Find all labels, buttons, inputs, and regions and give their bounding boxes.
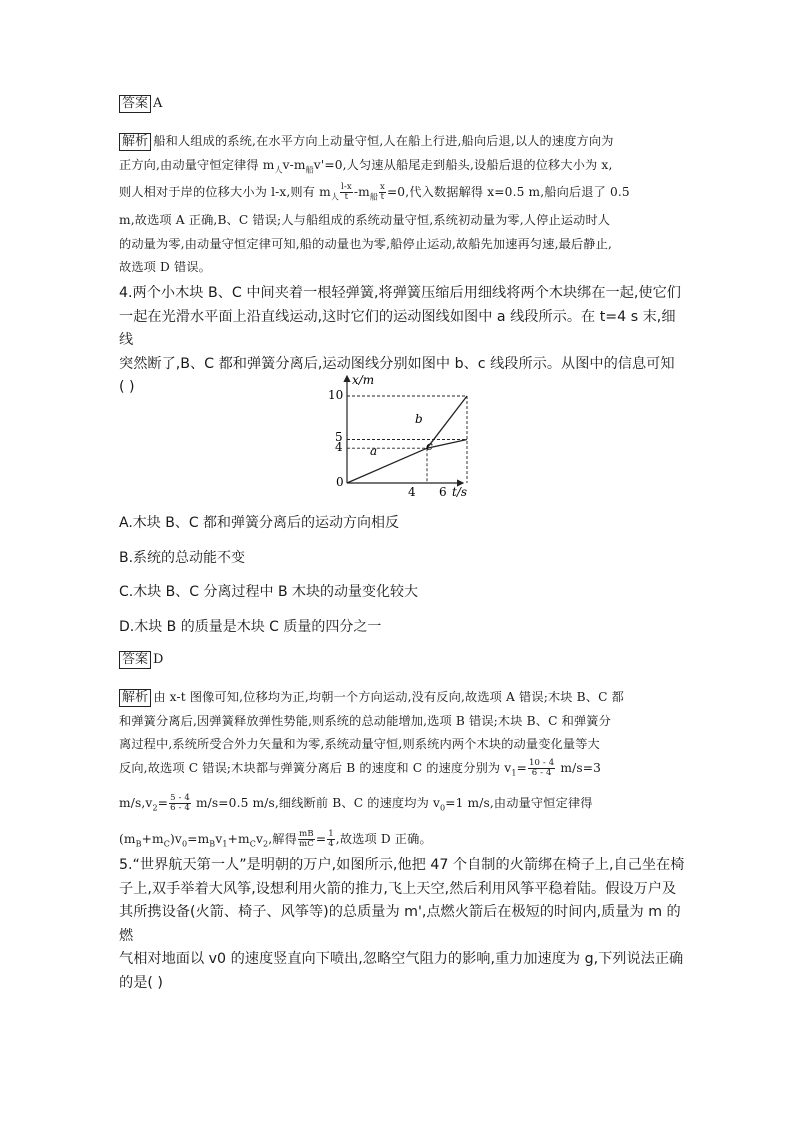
- q3-analysis-line2: 正方向,由动量守恒定律得 $m_人v-m_船v'=0$,人匀速从船尾走到船头,设船后退的位移大小为 x,: [119, 157, 613, 174]
- q4-stem-line3: 突然断了,B、C 都和弹簧分离后,运动图线分别如图中 b、c 线段所示。从图中的信息可知: [119, 355, 675, 372]
- q3-answer-line: [119, 95, 679, 113]
- q4-analysis: [119, 686, 684, 856]
- q3-analysis-line1: 解析 船和人组成的系统,在水平方向上动量守恒,人在船上行进,船向后退,以人的速度方向为: [119, 130, 679, 154]
- q3-analysis-line4: m,故选项 A 正确,B、C 错误;人与船组成的系统动量守恒,系统初动量为零,人停止运动时人: [119, 213, 611, 228]
- xt-chart: [325, 368, 485, 503]
- fraction: $\frac{1}{4}$: [328, 829, 334, 850]
- series-label-b: b: [415, 412, 423, 426]
- x-axis-label: t/s: [452, 485, 468, 499]
- q3-answer: A: [153, 96, 163, 111]
- q4-stem-line1: 4.两个小木块 B、C 中间夹着一根轻弹簧,将弹簧压缩后用细线将两个木块绑在一起,使它们: [119, 285, 681, 301]
- q3-analysis-line3: 则人相对于岸的位移大小为 l-x,则有 $m_人$ $\frac{l-x}{t}$ $-m_船$ $\frac{x}{t}$ =0,代入数据解得 x=0.5 m,船向后退了 0.5: [119, 182, 630, 203]
- q5-stem-line1: 5.“世界航天第一人”是明朝的万户,如图所示,他把 47 个自制的火箭绑在椅子上,自己坐在椅: [119, 857, 685, 873]
- option-c: C.木块 B、C 分离过程中 B 木块的动量变化较大: [119, 584, 419, 600]
- analysis-tag: 解析: [119, 133, 151, 151]
- series-label-c: c: [426, 439, 433, 453]
- q4-answer: D: [153, 652, 164, 667]
- y-tick-label-10: 10: [328, 388, 344, 402]
- series-a-line: [347, 448, 427, 483]
- fraction: $\frac{l-x}{t}$: [341, 182, 352, 203]
- answer-tag: 答案: [119, 95, 151, 113]
- x-tick-label-4: 4: [408, 485, 416, 499]
- y-tick-label-5: 5: [335, 430, 343, 444]
- q5-stem-line5: 的是( ): [119, 974, 163, 991]
- q4-analysis-line6: $(m_B+m_C)v_0=m_Bv_1+m_Cv_2$,解得 $\frac{mB}{mC}$ = $\frac{1}{4}$ ,故选项 D 正确。: [119, 829, 432, 850]
- x-tick-label-6: 6: [439, 485, 447, 499]
- q4-stem-line4: ( ): [119, 379, 135, 395]
- q3-analysis-line6: 故选项 D 错误。: [119, 260, 211, 275]
- option-d: D.木块 B 的质量是木块 C 质量的四分之一: [119, 619, 382, 635]
- q4-answer-line: [119, 651, 679, 669]
- q4-analysis-line2: 和弹簧分离后,因弹簧释放弹性势能,则系统的总动能增加,选项 B 错误;木块 B、C 和弹簧分: [119, 713, 611, 728]
- option-b: B.系统的总动能不变: [119, 550, 246, 566]
- q4-analysis-line3: 离过程中,系统所受合外力矢量和为零,系统动量守恒,则系统内两个木块的动量变化量等大: [119, 737, 600, 751]
- answer-tag: 答案: [119, 651, 151, 669]
- q5-stem-line2: 子上,双手举着大风筝,设想利用火箭的推力,飞上天空,然后利用风筝平稳着陆。假设万户及: [119, 880, 677, 897]
- q5-stem: [119, 854, 691, 995]
- y-axis-label: x/m: [352, 373, 375, 387]
- q5-stem-line4: 气相对地面以 v0 的速度竖直向下喷出,忽略空气阻力的影响,重力加速度为 g,下列说法正确: [119, 951, 684, 967]
- q4-analysis-line4: 反向,故选项 C 错误;木块都与弹簧分离后 B 的速度和 C 的速度分别为 $v_1=$ $\frac{10 - 4}{6 - 4}$ m/s=3: [119, 757, 602, 778]
- origin-label: 0: [336, 475, 344, 489]
- q4-stem-line2: 一起在光滑水平面上沿直线运动,这时它们的运动图线如图中 a 线段所示。在 t=4 s 末,细线: [119, 308, 676, 348]
- q4-analysis-line1: 解析 由 x-t 图像可知,位移均为正,均朝一个方向运动,没有反向,故选项 A 错误;木块 B、C 都: [119, 686, 684, 710]
- fraction: $\frac{5 - 4}{6 - 4}$: [170, 793, 190, 814]
- series-label-a: a: [370, 444, 378, 458]
- y-tick-label-4: 4: [335, 440, 343, 454]
- analysis-tag: 解析: [119, 689, 151, 707]
- q4-analysis-line5: $m/s,v_2=$ $\frac{5 - 4}{6 - 4}$ m/s=0.5 m/s,细线断前 B、C 的速度均为 $v_0=1$ m/s,由动量守恒定律得: [119, 793, 593, 814]
- q3-analysis-line5: 的动量为零,由动量守恒定律可知,船的动量也为零,船停止运动,故船先加速再匀速,最后静止,: [119, 236, 612, 251]
- option-a: A.木块 B、C 都和弹簧分离后的运动方向相反: [119, 515, 400, 531]
- fraction: $\frac{x}{t}$: [379, 182, 385, 203]
- q5-stem-line3: 其所携设备(火箭、椅子、风筝等)的总质量为 m',点燃火箭后在极短的时间内,质量为 m 的燃: [119, 904, 681, 944]
- fraction: $\frac{10 - 4}{6 - 4}$: [528, 757, 555, 778]
- fraction: $\frac{mB}{mC}$: [298, 829, 314, 850]
- q3-analysis: [119, 130, 679, 280]
